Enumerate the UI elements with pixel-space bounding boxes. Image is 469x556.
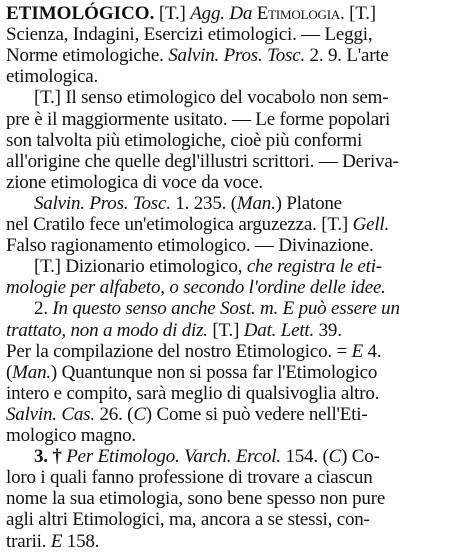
entry-text-line	[6, 3, 376, 25]
entry-text-span: 158.	[62, 530, 100, 552]
entry-text-span: Scienza, Indagini, Esercizi etimologici. — Leggi,	[6, 24, 373, 46]
entry-text-span: Agg.	[190, 3, 225, 24]
entry-text-line	[6, 488, 385, 510]
entry-text-span: all'origine che quelle degl'illustri scrittori. — Deriva-	[6, 150, 399, 172]
entry-text-line	[6, 531, 99, 553]
entry-text-span: 39.	[314, 319, 342, 341]
entry-text-span: agli altri Etimologici, ma, ancora a se stessi, con-	[6, 509, 370, 531]
entry-text-span: In questo senso anche Sost. m. E può essere un	[52, 298, 400, 320]
entry-text-line	[6, 214, 389, 236]
entry-text-line	[6, 151, 399, 173]
entry-text-span: trarii.	[6, 530, 51, 552]
entry-text-span: 2.	[34, 298, 53, 320]
entry-text-span: Per Etimologo. Varch. Ercol.	[66, 446, 281, 468]
entry-text-span: son talvolta più etimologiche, cioè più conformi	[6, 129, 363, 151]
entry-text-span: [T.]	[154, 3, 191, 24]
entry-text-span: Man.	[12, 361, 51, 383]
entry-text-line	[6, 172, 263, 194]
entry-text-line	[6, 383, 379, 405]
entry-text-span: nel Cratilo fece un'etimologica arguzezza. [T.]	[6, 214, 353, 235]
entry-text-span: ) Quantunque non si possa far l'Etimologico	[50, 361, 378, 383]
entry-text-line	[34, 298, 400, 320]
entry-text-span: Da	[229, 3, 253, 24]
entry-text-span: Dat. Lett.	[243, 319, 315, 341]
entry-text-span: Gell.	[352, 214, 390, 235]
entry-text-span: 2. 9. L'arte	[305, 45, 389, 67]
entry-text-span: E	[50, 530, 63, 552]
entry-text-span: Etimologia.	[256, 3, 345, 24]
entry-text-line	[6, 24, 372, 46]
entry-text-line	[34, 256, 382, 278]
entry-text-span: ) Platone	[275, 192, 342, 214]
entry-text-span: (	[6, 361, 13, 383]
entry-text-line	[6, 425, 136, 447]
entry-text-line	[34, 193, 342, 215]
entry-text-line	[6, 404, 367, 426]
entry-text-span: 3. †	[34, 446, 67, 468]
entry-text-span: [T.] Il senso etimologico del vocabolo non sem-	[34, 87, 389, 109]
entry-text-span: 154. (	[280, 446, 329, 468]
entry-text-span: nome la sua etimologia, sono bene spesso non pure	[6, 488, 386, 510]
entry-text-span: che registra le eti-	[246, 256, 382, 278]
entry-text-line	[6, 45, 389, 67]
entry-text-line	[34, 446, 380, 468]
entry-text-span: Man.	[236, 192, 276, 214]
entry-text-line	[6, 235, 374, 257]
entry-text-span: pre è il maggiormente usitato. — Le forme popolari	[6, 108, 391, 130]
entry-text-line	[34, 87, 388, 109]
entry-text-line	[6, 130, 362, 152]
entry-text-line	[6, 509, 370, 531]
entry-text-span: 26. (	[94, 403, 134, 425]
entry-text-line	[6, 341, 381, 363]
entry-text-span: ) Co-	[341, 446, 380, 468]
entry-text-span: zione etimologica di voce da voce.	[6, 171, 263, 193]
entry-text-span: E	[351, 340, 363, 362]
entry-text-line	[6, 277, 386, 299]
entry-headword: ETIMOLÓGICO.	[6, 3, 155, 24]
entry-text-line	[6, 467, 373, 489]
entry-text-line	[6, 362, 377, 384]
entry-text-span: mologico magno.	[6, 425, 136, 446]
entry-text-line	[6, 109, 390, 131]
entry-text-span: 1. 235. (	[170, 192, 237, 214]
entry-text-span: [T.] Dizionario etimologico,	[34, 256, 247, 278]
entry-text-span: [T.]	[344, 3, 376, 24]
entry-text-span: trattato, non a modo di diz.	[6, 319, 208, 341]
entry-text-span: C	[133, 403, 146, 425]
entry-text-span: Salvin. Pros. Tosc.	[168, 45, 305, 67]
entry-text-span: 4.	[362, 340, 382, 362]
entry-text-span: [T.]	[207, 319, 244, 341]
entry-text-span: loro i quali fanno professione di trovare a ciascun	[6, 467, 373, 489]
entry-text-span: etimologica.	[6, 66, 99, 88]
entry-text-line	[6, 320, 342, 342]
entry-text-span: Norme etimologiche.	[6, 45, 169, 67]
entry-text-span: C	[328, 446, 342, 468]
entry-text-line	[6, 66, 98, 88]
entry-text-span: Salvin. Pros. Tosc.	[34, 192, 171, 214]
entry-text-span: Falso ragionamento etimologico. — Divinazione.	[6, 235, 374, 257]
entry-text-span: mologie per alfabeto, o secondo l'ordine delle idee.	[6, 277, 386, 299]
entry-text-span: ) Come si può vedere nell'Eti-	[145, 403, 368, 425]
entry-text-span: intero e compito, sarà meglio di qualsivoglia altro.	[6, 382, 380, 404]
entry-text-span: Per la compilazione del nostro Etimologico. =	[6, 340, 352, 362]
entry-text-span: Salvin. Cas.	[6, 403, 95, 425]
